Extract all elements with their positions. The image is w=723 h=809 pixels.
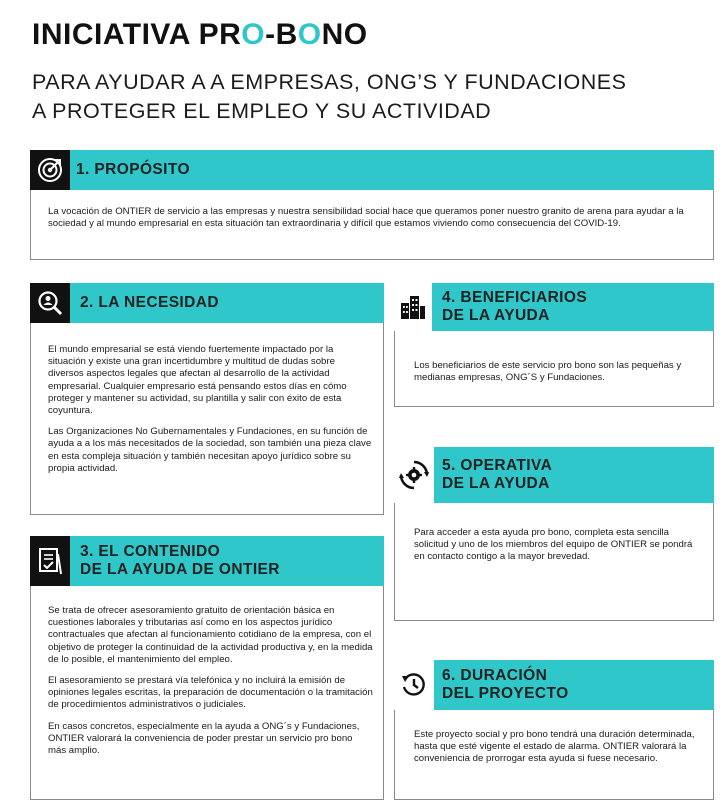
title-duracion: 6. DURACIÓN DEL PROYECTO <box>442 667 569 702</box>
subtitle-line-1: PARA AYUDAR A A EMPRESAS, ONG’S Y FUNDACIONES <box>32 70 627 94</box>
title-proposito: 1. PROPÓSITO <box>76 161 190 178</box>
text-operativa: Para acceder a esta ayuda pro bono, completa esta sencilla solicitud y uno de los miembros del equipo de ONTIER se pondrá en contacto contigo a la mayor brevedad. <box>414 527 693 563</box>
header-necesidad <box>30 283 384 323</box>
text-duracion: Este proyecto social y pro bono tendrá una duración determinada, hasta que esté vigente el estado de alarma. ONTIER valorará la conveniencia de prorrogar esta ayuda si fuese necesario. <box>414 729 695 765</box>
title-necesidad: 2. LA NECESIDAD <box>80 294 219 311</box>
title-accent-o1: O <box>241 18 266 51</box>
subtitle-line-2: A PROTEGER EL EMPLEO Y SU ACTIVIDAD <box>32 99 492 123</box>
gears-cycle-icon <box>398 459 430 491</box>
document-check-icon <box>37 546 63 576</box>
icon-box-contenido <box>30 536 70 586</box>
icon-box-necesidad <box>30 283 70 323</box>
header-contenido <box>30 536 384 586</box>
magnifier-person-icon <box>37 290 63 316</box>
title-beneficiarios: 4. BENEFICIARIOS DE LA AYUDA <box>442 289 588 324</box>
contenido-paragraph-1: Se trata de ofrecer asesoramiento gratuito de orientación básica en cuestiones laborales y tributarias así como en los aspectos jurídico contractuales que afectan al funcionamiento cotidiano de la empresa, con el objetivo de proteger la continuidad de la actividad productiva y, en la medida de lo posible, el mantenimiento del empleo. <box>48 605 373 665</box>
title-accent-o2: O <box>297 18 322 51</box>
text-proposito: La vocación de ONTIER de servicio a las empresas y nuestra sensibilidad social hace que queramos poner nuestro granito de arena para ayudar a la sociedad y al mundo empresarial en esta situación tan extraordinaria y difícil que estamos viviendo como consecuencia del COVID-19. <box>48 206 684 230</box>
header-duracion <box>394 660 714 710</box>
contenido-paragraph-3: En casos concretos, especialmente en la ayuda a ONG´s y Fundaciones, ONTIER valorará la conveniencia de poder prestar un servicio pro bono más amplio. <box>48 720 360 757</box>
icon-box-proposito <box>30 150 70 190</box>
title-dash: -B <box>265 18 298 51</box>
text-necesidad <box>48 344 373 484</box>
header-operativa <box>394 447 714 503</box>
target-icon <box>37 157 63 183</box>
text-contenido <box>48 605 373 766</box>
icon-box-duracion <box>394 660 434 710</box>
title-operativa: 5. OPERATIVA DE LA AYUDA <box>442 457 553 492</box>
buildings-icon <box>399 293 427 321</box>
title-part1: INICIATIVA PR <box>32 18 242 51</box>
title-contenido: 3. EL CONTENIDO DE LA AYUDA DE ONTIER <box>80 543 280 578</box>
header-beneficiarios <box>394 283 714 331</box>
contenido-paragraph-2: El asesoramiento se prestará vía telefónica y no incluirá la emisión de opiniones legales escritas, la preparación de documentación o la tramitación de procedimientos administrativos o judiciales. <box>48 675 373 711</box>
necesidad-paragraph-2: Las Organizaciones No Gubernamentales y Fundaciones, en su función de ayuda a a los más necesitados de la sociedad, son también una pieza clave en esta compleja situación y también necesitan apoyo jurídico sobre su propia actividad. <box>48 426 372 474</box>
page-title <box>32 18 368 52</box>
page-subtitle <box>32 68 626 126</box>
header-proposito <box>30 150 714 190</box>
icon-box-beneficiarios <box>394 283 432 331</box>
text-beneficiarios: Los beneficiarios de este servicio pro bono son las pequeñas y medianas empresas, ONG´S y Fundaciones. <box>414 360 682 384</box>
clock-history-icon <box>400 671 428 699</box>
icon-box-operativa <box>394 447 434 503</box>
title-part2: NO <box>321 18 368 51</box>
necesidad-paragraph-1: El mundo empresarial se está viendo fuertemente impactado por la situación y existe una gran incertidumbre y multitud de dudas sobre diversos aspectos legales que afectan al desarrollo de la actividad empresarial. Cualquier empresario está pensando estos días en cómo proteger y mantener su actividad, su plantilla y salir con éxito de esta coyuntura. <box>48 344 347 417</box>
